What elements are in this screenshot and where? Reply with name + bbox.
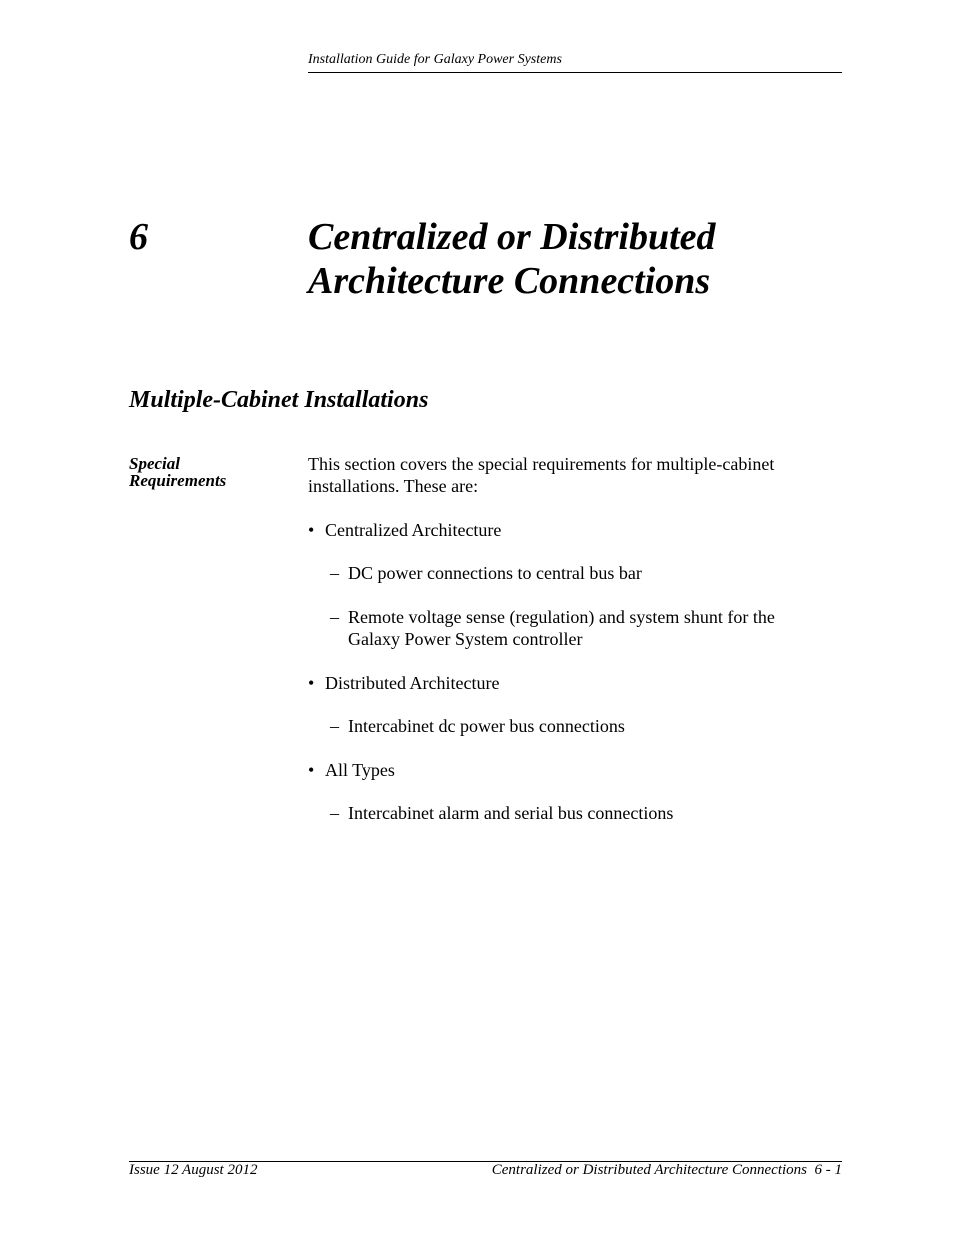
header-rule <box>308 72 842 73</box>
dash-marker: – <box>330 716 339 736</box>
side-heading-line-1: Special <box>129 454 180 473</box>
dash-text: Intercabinet dc power bus connections <box>348 716 625 736</box>
bullet-item <box>308 759 395 781</box>
running-header: Installation Guide for Galaxy Power Systems <box>308 52 562 67</box>
dash-item <box>330 562 810 584</box>
bullet-text: All Types <box>325 760 395 780</box>
chapter-title <box>308 215 868 303</box>
dash-item <box>330 606 810 650</box>
bullet-item <box>308 519 501 541</box>
dash-marker: – <box>330 803 339 823</box>
footer-issue-date: Issue 12 August 2012 <box>129 1162 258 1178</box>
dash-text: Remote voltage sense (regulation) and system shunt for the Galaxy Power System controller <box>348 607 775 649</box>
dash-item <box>330 802 810 824</box>
side-heading-line-2: Requirements <box>129 471 227 490</box>
dash-text: DC power connections to central bus bar <box>348 563 642 583</box>
dash-marker: – <box>330 607 339 627</box>
dash-marker: – <box>330 563 339 583</box>
bullet-marker: • <box>308 760 315 780</box>
chapter-number: 6 <box>129 216 148 258</box>
dash-item <box>330 715 810 737</box>
footer-page-label: Centralized or Distributed Architecture Connections 6 - 1 <box>491 1162 842 1178</box>
intro-paragraph: This section covers the special requirements for multiple-cabinet installations. These are: <box>308 454 775 496</box>
bullet-text: Centralized Architecture <box>325 520 502 540</box>
bullet-text: Distributed Architecture <box>325 673 500 693</box>
chapter-title-line-1: Centralized or Distributed <box>308 216 716 258</box>
bullet-item <box>308 672 499 694</box>
chapter-title-line-2: Architecture Connections <box>308 260 711 302</box>
dash-text: Intercabinet alarm and serial bus connections <box>348 803 674 823</box>
bullet-marker: • <box>308 520 315 540</box>
side-heading <box>129 455 226 489</box>
section-heading: Multiple-Cabinet Installations <box>129 387 429 413</box>
bullet-marker: • <box>308 673 315 693</box>
